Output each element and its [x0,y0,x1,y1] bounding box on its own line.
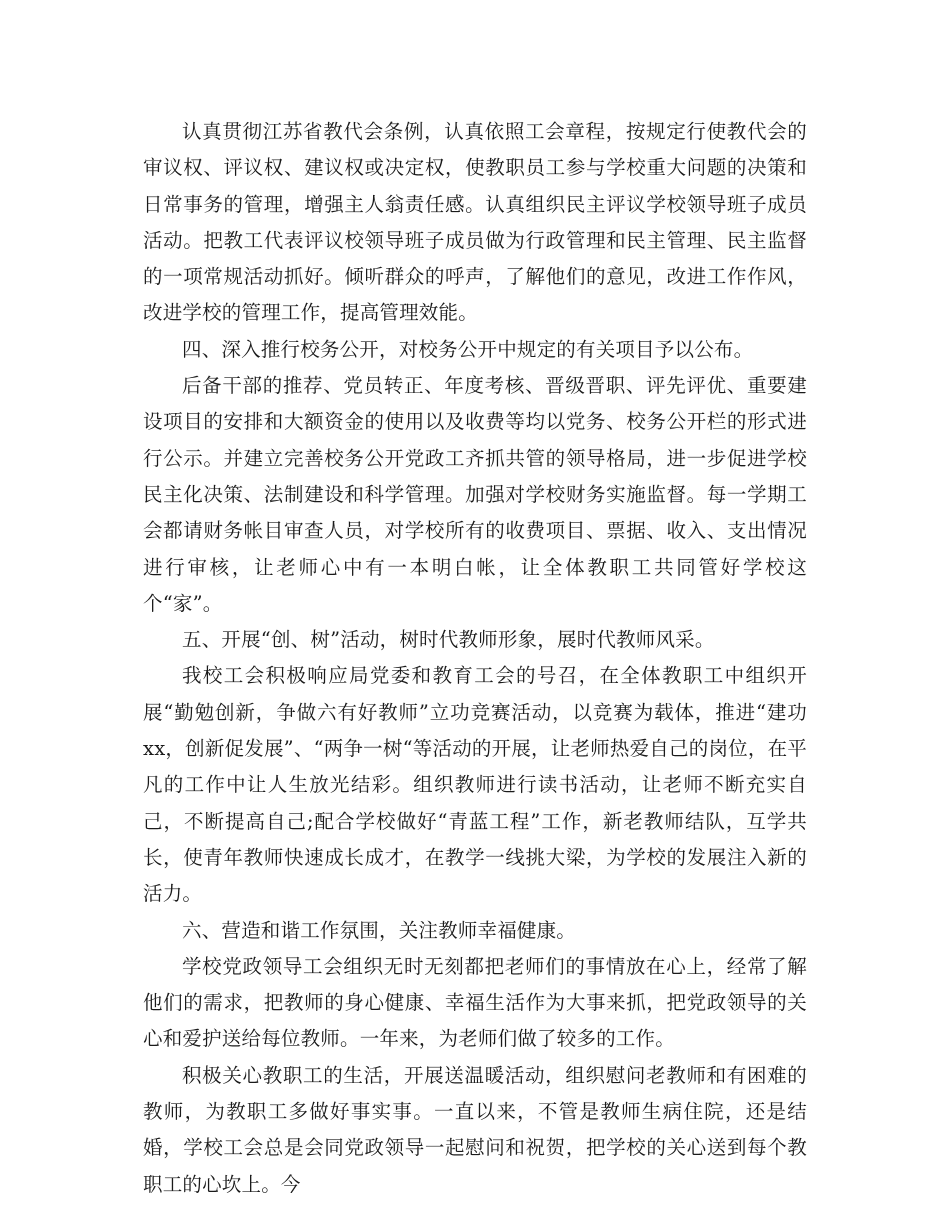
paragraph-staff-care: 积极关心教职工的生活，开展送温暖活动，组织慰问老教师和有困难的教师，为教职工多做好事实事。一直以来，不管是教师生病住院，还是结婚，学校工会总是会同党政领导一起慰问和祝贺，把学校的关心送到每个教职工的心坎上。今 [143,1063,807,1196]
paragraph-teacher-activities: 我校工会积极响应局党委和教育工会的号召，在全体教职工中组织开展“勤勉创新，争做六有好教师”立功竞赛活动，以竞赛为载体，推进“建功xx，创新促发展”、“两争一树“等活动的开展，让老师热爱自己的岗位，在平凡的工作中让人生放光结彩。组织教师进行读书活动，让老师不断充实自己，不断提高自己;配合学校做好“青蓝工程”工作，新老教师结队，互学共长，使青年教师快速成长成才，在教学一线挑大梁，为学校的发展注入新的活力。 [143,664,807,906]
paragraph-democratic-management: 认真贯彻江苏省教代会条例，认真依照工会章程，按规定行使教代会的审议权、评议权、建议权或决定权，使教职员工参与学校重大问题的决策和日常事务的管理，增强主人翁责任感。认真组织民主评议学校领导班子成员活动。把教工代表评议校领导班子成员做为行政管理和民主管理、民主监督的一项常规活动抓好。倾听群众的呼声，了解他们的意见，改进工作作风，改进学校的管理工作，提高管理效能。 [143,120,807,325]
section-heading-6: 六、营造和谐工作氛围，关注教师幸福健康。 [182,918,577,942]
document-body [143,114,807,1203]
paragraph-school-affairs-disclosure: 后备干部的推荐、党员转正、年度考核、晋级晋职、评先评优、重要建设项目的安排和大额资金的使用以及收费等均以党务、校务公开栏的形式进行公示。并建立完善校务公开党政工齐抓共管的领导格局，进一步促进学校民主化决策、法制建设和科学管理。加强对学校财务实施监督。每一学期工会都请财务帐目审查人员，对学校所有的收费项目、票据、收入、支出情况进行审核，让老师心中有一本明白帐，让全体教职工共同管好学校这个“家”。 [143,374,807,615]
section-heading-4: 四、深入推行校务公开，对校务公开中规定的有关项目予以公布。 [182,337,754,361]
section-heading-5: 五、开展“创、树”活动，树时代教师形象，展时代教师风采。 [182,628,715,652]
paragraph-teacher-wellbeing: 学校党政领导工会组织无时无刻都把老师们的事情放在心上，经常了解他们的需求，把教师的身心健康、幸福生活作为大事来抓，把党政领导的关心和爱护送给每位教师。一年来，为老师们做了较多的工作。 [143,954,807,1051]
